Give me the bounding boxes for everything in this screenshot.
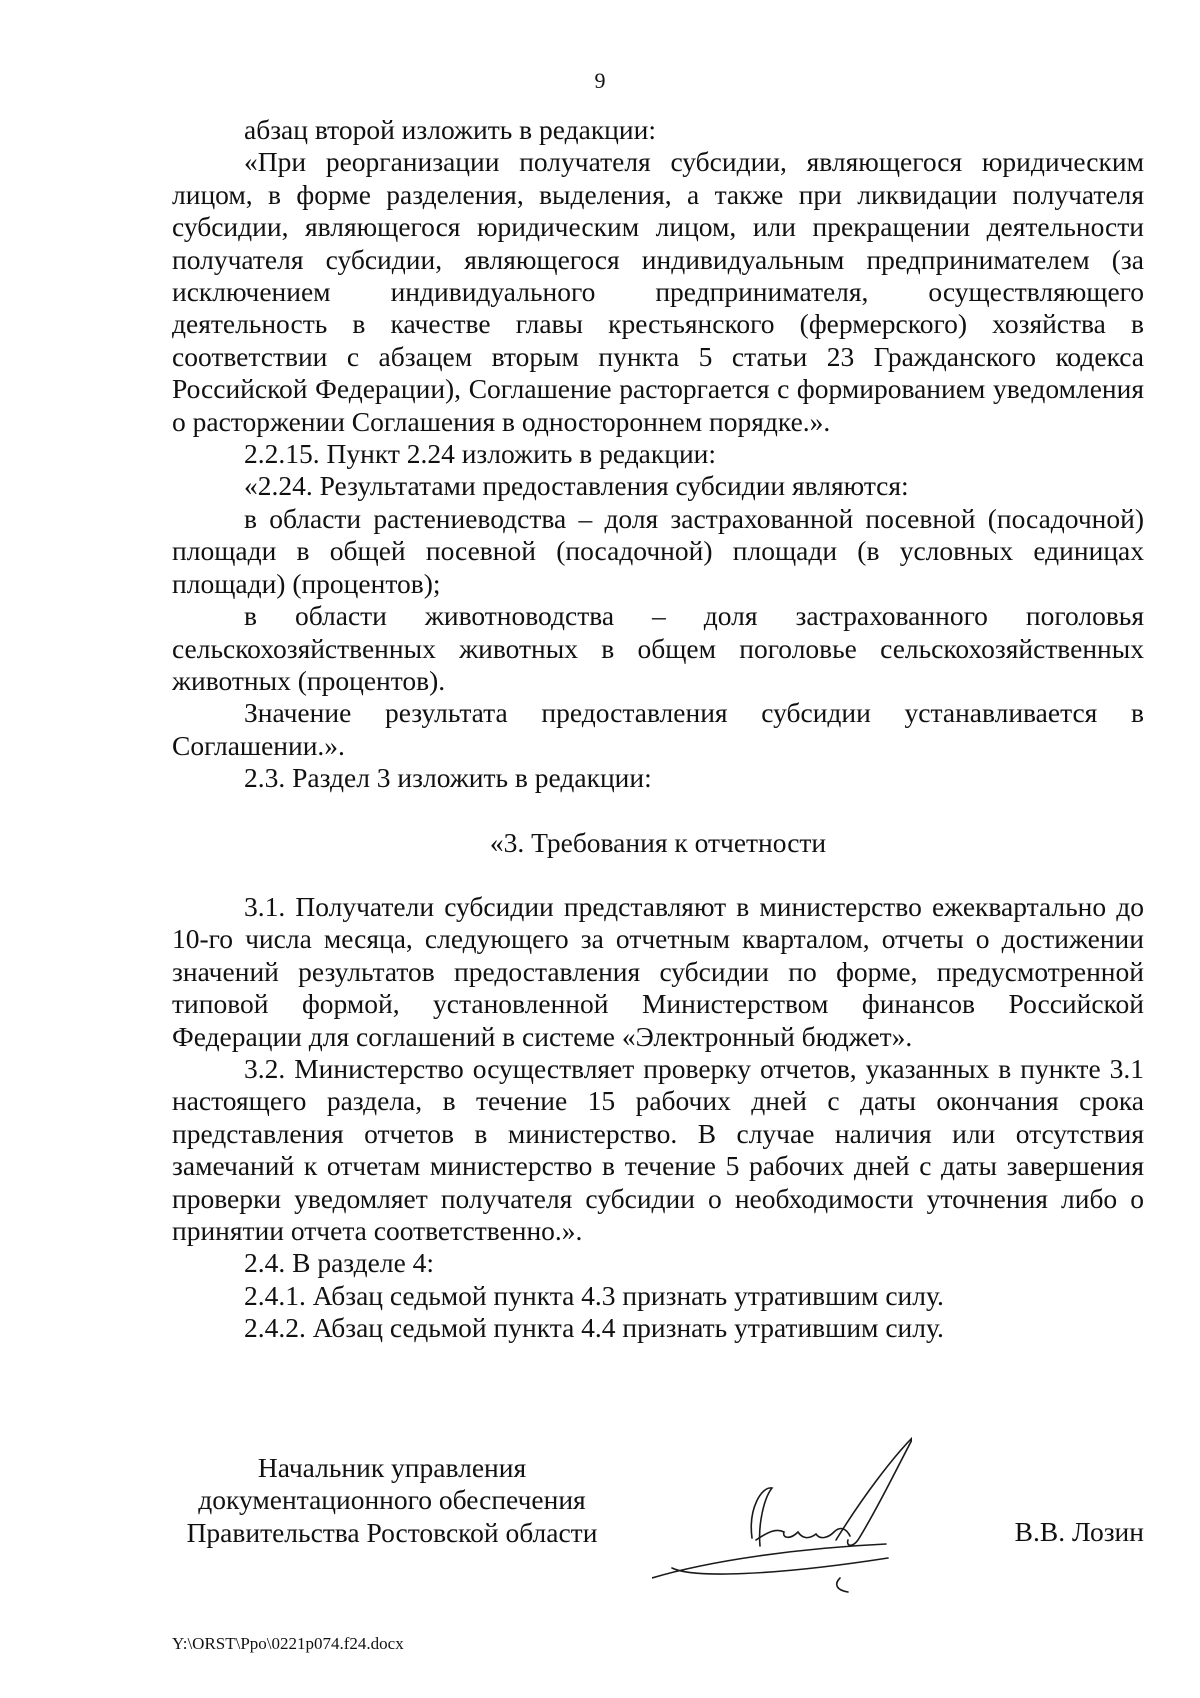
signatory-name: В.В. Лозин — [1014, 1516, 1144, 1547]
signatory-title — [172, 1452, 612, 1549]
document-body — [172, 114, 1144, 1345]
signatory-title-line: Начальник управления — [257, 1452, 527, 1483]
signatory-title-line: Правительства Ростовской области — [186, 1516, 598, 1548]
paragraph: 2.2.15. Пункт 2.24 изложить в редакции: — [244, 438, 717, 470]
file-path-footer: Y:\ORST\Ppo\0221p074.f24.docx — [172, 1634, 404, 1653]
paragraph: 2.3. Раздел 3 изложить в редакции: — [244, 762, 652, 794]
handwritten-signature — [652, 1428, 912, 1598]
paragraph: 2.4.1. Абзац седьмой пункта 4.3 признать утратившим силу. — [244, 1279, 944, 1311]
paragraph: 2.4. В разделе 4: — [244, 1247, 435, 1279]
paragraph: в области животноводства – доля застрахованного поголовья сельскохозяйственных животных в общем поголовье сельскохозяйственных животных (процентов). — [172, 600, 1144, 696]
paragraph: в области растениеводства – доля застрахованной посевной (посадочной) площади в общей посевной (посадочной) площади (в условных единицах площади) (процентов); — [172, 502, 1144, 599]
paragraph: 3.1. Получатели субсидии представляют в министерство ежеквартально до 10-го числа месяца, следующего за отчетным кварталом, отчеты о достижении значений результатов предоставления субсидии по форме, предусмотренной типовой формой, установленной Министерством финансов Российской Федерации для соглашений в системе «Электронный бюджет». — [172, 890, 1144, 1052]
paragraph: 3.2. Министерство осуществляет проверку отчетов, указанных в пункте 3.1 настоящего раздела, в течение 15 рабочих дней с даты окончания срока представления отчетов в министерство. В случае наличия или отсутствия замечаний к отчетам министерство в течение 5 рабочих дней с даты завершения проверки уведомляет получателя субсидии о необходимости уточнения либо о принятии отчета соответственно.». — [172, 1052, 1144, 1246]
paragraph: Значение результата предоставления субсидии устанавливается в Соглашении.». — [172, 697, 1144, 761]
paragraph: абзац второй изложить в редакции: — [244, 114, 656, 145]
page-number: 9 — [594, 68, 606, 93]
paragraph: «При реорганизации получателя субсидии, являющегося юридическим лицом, в форме разделения, выделения, а также при ликвидации получателя субсидии, являющегося юридическим лицом, или прекращении деятельности получателя субсидии, являющегося индивидуальным предпринимателем (за исключением индивидуального предпринимателя, осуществляющего деятельность в качестве главы крестьянского (фермерского) хозяйства в соответствии с абзацем вторым пункта 5 статьи 23 Гражданского кодекса Российской Федерации), Соглашение расторгается с формированием уведомления о расторжении Соглашения в одностороннем порядке.». — [172, 146, 1144, 437]
paragraph: «2.24. Результатами предоставления субсидии являются: — [244, 470, 909, 502]
signatory-title-line: документационного обеспечения — [198, 1484, 586, 1516]
signature-block — [172, 1452, 1144, 1572]
paragraph: 2.4.2. Абзац седьмой пункта 4.4 признать утратившим силу. — [244, 1312, 944, 1344]
section-heading: «3. Требования к отчетности — [489, 826, 827, 858]
